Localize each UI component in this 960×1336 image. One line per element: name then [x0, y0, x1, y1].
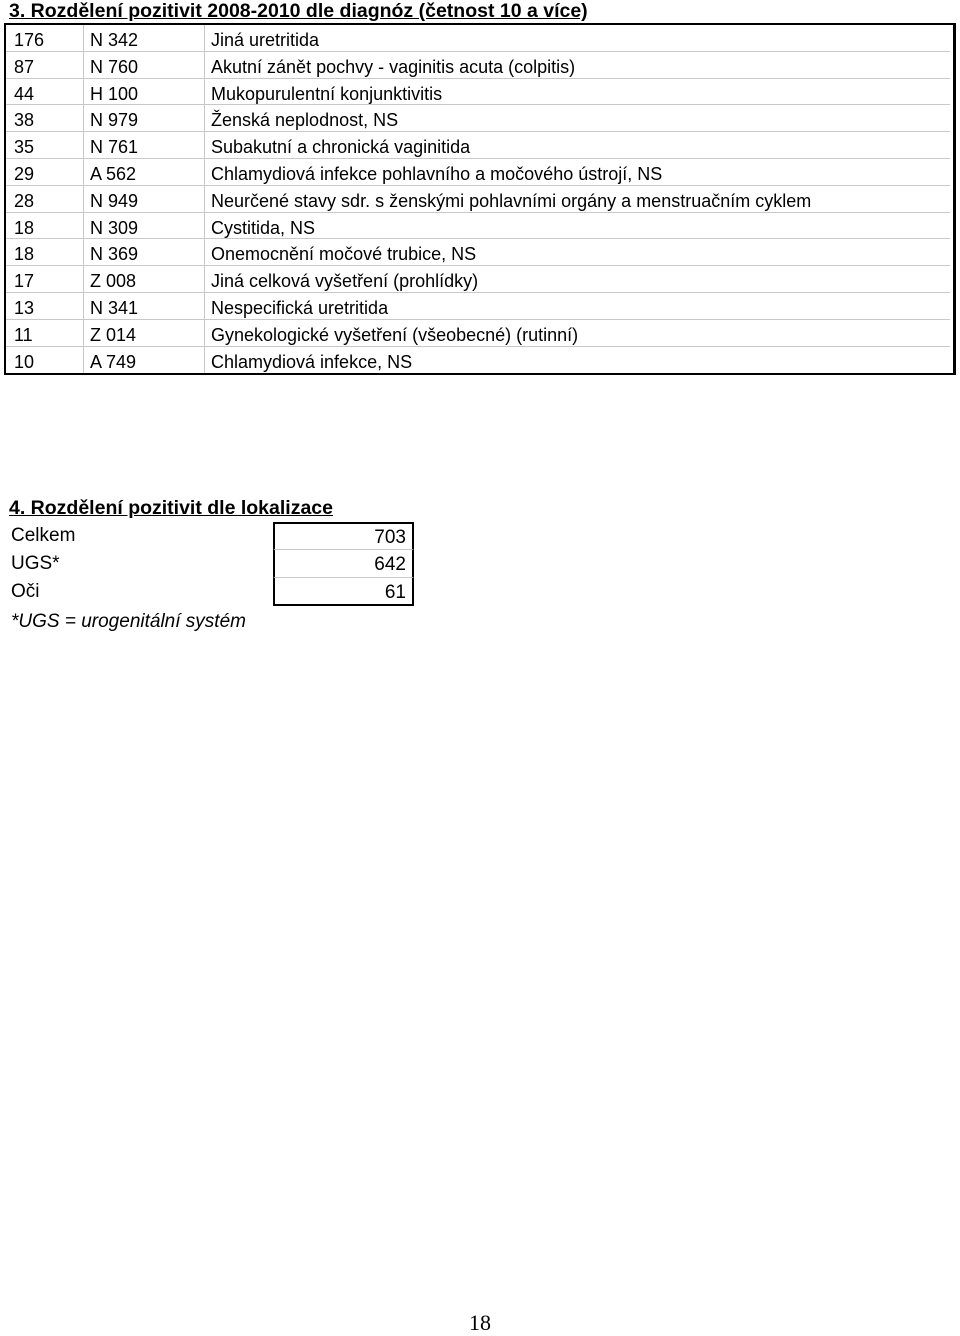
count-cell: 18	[6, 213, 84, 240]
footnote: *UGS = urogenitální systém	[11, 611, 246, 632]
count-cell: 29	[6, 159, 84, 186]
diagnosis-description-cell: Jiná uretritida	[205, 25, 950, 52]
diagnosis-code-cell: N 342	[84, 25, 205, 52]
count-cell: 28	[6, 186, 84, 213]
table-row	[6, 293, 953, 320]
table-row	[6, 266, 953, 293]
diagnosis-description-cell: Mukopurulentní konjunktivitis	[205, 79, 950, 106]
diagnosis-code-cell: A 562	[84, 159, 205, 186]
table-row	[6, 159, 953, 186]
count-cell: 38	[6, 105, 84, 132]
diagnosis-code-cell: Z 008	[84, 266, 205, 293]
count-cell: 13	[6, 293, 84, 320]
diagnosis-code-cell: Z 014	[84, 320, 205, 347]
localization-value: 642	[273, 550, 414, 578]
count-cell: 35	[6, 132, 84, 159]
localization-row	[0, 550, 420, 578]
localization-value: 703	[273, 522, 414, 550]
table-row	[6, 25, 953, 52]
count-cell: 17	[6, 266, 84, 293]
diagnosis-code-cell: A 749	[84, 347, 205, 374]
diagnosis-code-cell: N 760	[84, 52, 205, 79]
page-number: 18	[469, 1310, 491, 1335]
table-row	[6, 132, 953, 159]
diagnosis-code-cell: N 761	[84, 132, 205, 159]
diagnosis-description-cell: Subakutní a chronická vaginitida	[205, 132, 950, 159]
diagnosis-code-cell: N 341	[84, 293, 205, 320]
table-row	[6, 213, 953, 240]
table-row	[6, 105, 953, 132]
diagnosis-description-cell: Gynekologické vyšetření (všeobecné) (rutinní)	[205, 320, 950, 347]
localization-label: Celkem	[11, 525, 76, 546]
section-4-title: 4. Rozdělení pozitivit dle lokalizace	[9, 497, 333, 519]
diagnosis-description-cell: Cystitida, NS	[205, 213, 950, 240]
localization-row	[0, 522, 420, 550]
table-row	[6, 186, 953, 213]
diagnosis-code-cell: N 979	[84, 105, 205, 132]
diagnosis-code-cell: N 369	[84, 239, 205, 266]
diagnosis-description-cell: Neurčené stavy sdr. s ženskými pohlavními orgány a menstruačním cyklem	[205, 186, 950, 213]
count-cell: 11	[6, 320, 84, 347]
table-row	[6, 347, 953, 374]
diagnosis-description-cell: Akutní zánět pochvy - vaginitis acuta (colpitis)	[205, 52, 950, 79]
localization-value: 61	[273, 578, 414, 606]
table-row	[6, 52, 953, 79]
diagnosis-description-cell: Onemocnění močové trubice, NS	[205, 239, 950, 266]
table-row	[6, 239, 953, 266]
diagnosis-table	[4, 23, 956, 375]
count-cell: 10	[6, 347, 84, 374]
diagnosis-description-cell: Ženská neplodnost, NS	[205, 105, 950, 132]
localization-label: UGS*	[11, 553, 60, 574]
section-3-title: 3. Rozdělení pozitivit 2008-2010 dle diagnóz (četnost 10 a více)	[9, 0, 588, 22]
count-cell: 87	[6, 52, 84, 79]
table-row	[6, 79, 953, 106]
diagnosis-description-cell: Chlamydiová infekce, NS	[211, 351, 413, 372]
count-cell: 18	[6, 239, 84, 266]
count-cell: 176	[6, 25, 84, 52]
localization-row	[0, 578, 420, 606]
diagnosis-description-cell: Jiná celková vyšetření (prohlídky)	[205, 266, 950, 293]
diagnosis-code-cell: N 309	[84, 213, 205, 240]
diagnosis-code-cell: N 949	[84, 186, 205, 213]
diagnosis-description-cell: Nespecifická uretritida	[205, 293, 950, 320]
localization-label: Oči	[11, 581, 40, 602]
table-row	[6, 320, 953, 347]
count-cell: 44	[6, 79, 84, 106]
diagnosis-code-cell: H 100	[84, 79, 205, 106]
diagnosis-description-cell: Chlamydiová infekce pohlavního a močového ústrojí, NS	[205, 159, 950, 186]
